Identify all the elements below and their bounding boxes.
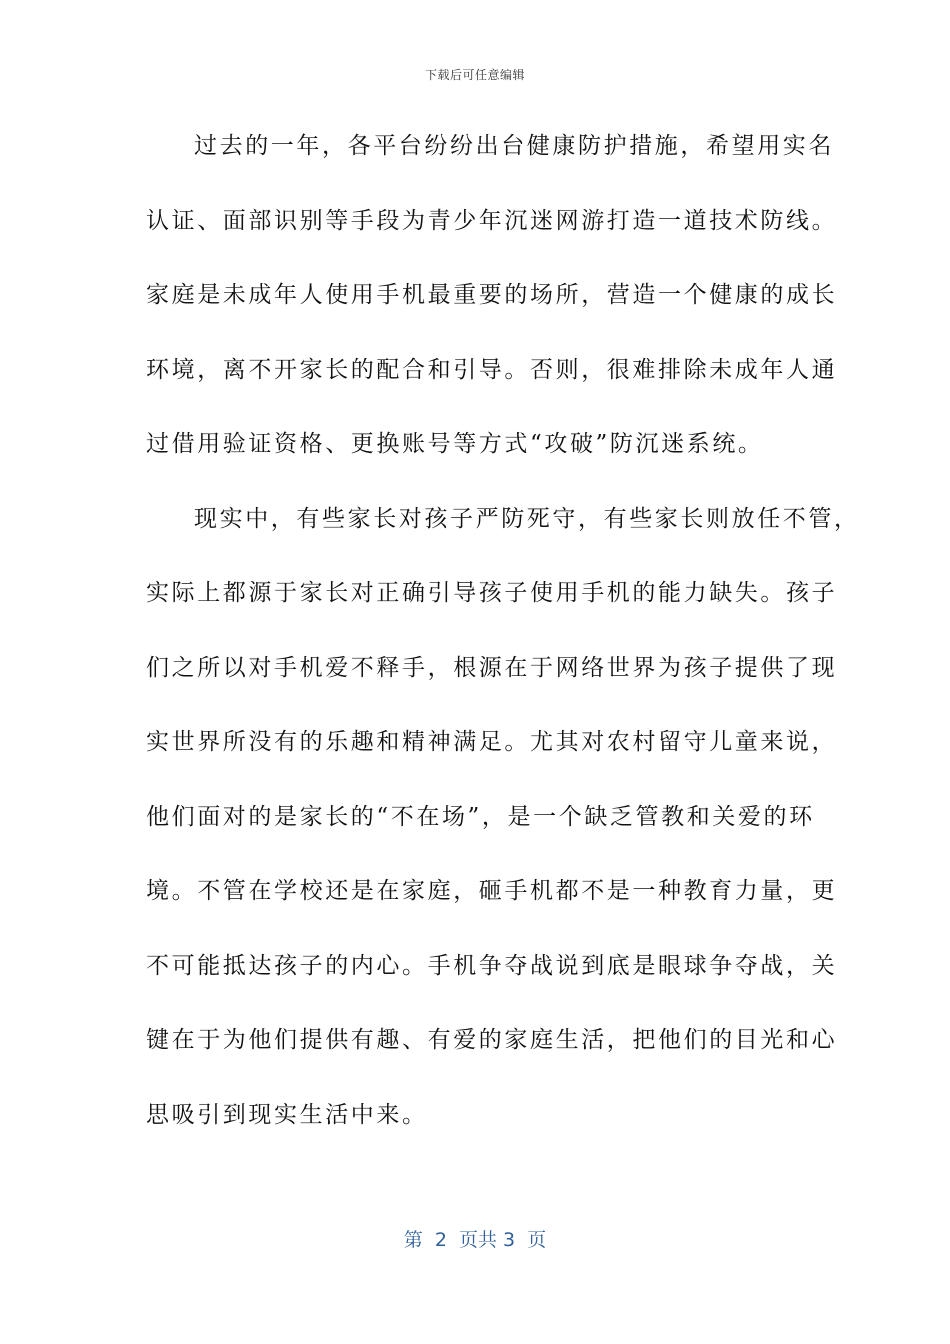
text-line: 思吸引到现实生活中来。 <box>146 1101 428 1128</box>
text-line: 境。不管在学校还是在家庭，砸手机都不是一种教育力量，更 <box>146 878 838 904</box>
text-line: 过去的一年，各平台纷纷出台健康防护措施，希望用实名 <box>194 133 834 159</box>
text-line: 实际上都源于家长对正确引导孩子使用手机的能力缺失。孩子 <box>146 580 838 606</box>
text-line: 现实中，有些家长对孩子严防死守，有些家长则放任不管， <box>194 505 860 532</box>
page-header: 下载后可任意编辑 <box>424 68 525 82</box>
text-line: 家庭是未成年人使用手机最重要的场所，营造一个健康的成长 <box>146 282 838 308</box>
text-line: 环境，离不开家长的配合和引导。否则，很难排除未成年人通 <box>146 356 838 383</box>
text-line: 过借用验证资格、更换账号等方式“攻破”防沉迷系统。 <box>146 431 764 457</box>
text-line: 键在于为他们提供有趣、有爱的家庭生活，把他们的目光和心 <box>146 1027 838 1053</box>
paragraph-1 <box>146 126 838 499</box>
page-number-footer: 第 2 页共 3 页 <box>403 1229 547 1251</box>
text-line: 实世界所没有的乐趣和精神满足。尤其对农村留守儿童来说， <box>146 729 838 755</box>
text-line: 们之所以对手机爱不释手，根源在于网络世界为孩子提供了现 <box>146 654 838 681</box>
document-body <box>146 126 860 1169</box>
paragraph-2 <box>146 499 860 1170</box>
text-line: 不可能抵达孩子的内心。手机争夺战说到底是眼球争夺战，关 <box>146 952 838 979</box>
text-line: 认证、面部识别等手段为青少年沉迷网游打造一道技术防线。 <box>146 207 838 234</box>
text-line: 他们面对的是家长的“不在场”，是一个缺乏管教和关爱的环 <box>146 803 815 830</box>
